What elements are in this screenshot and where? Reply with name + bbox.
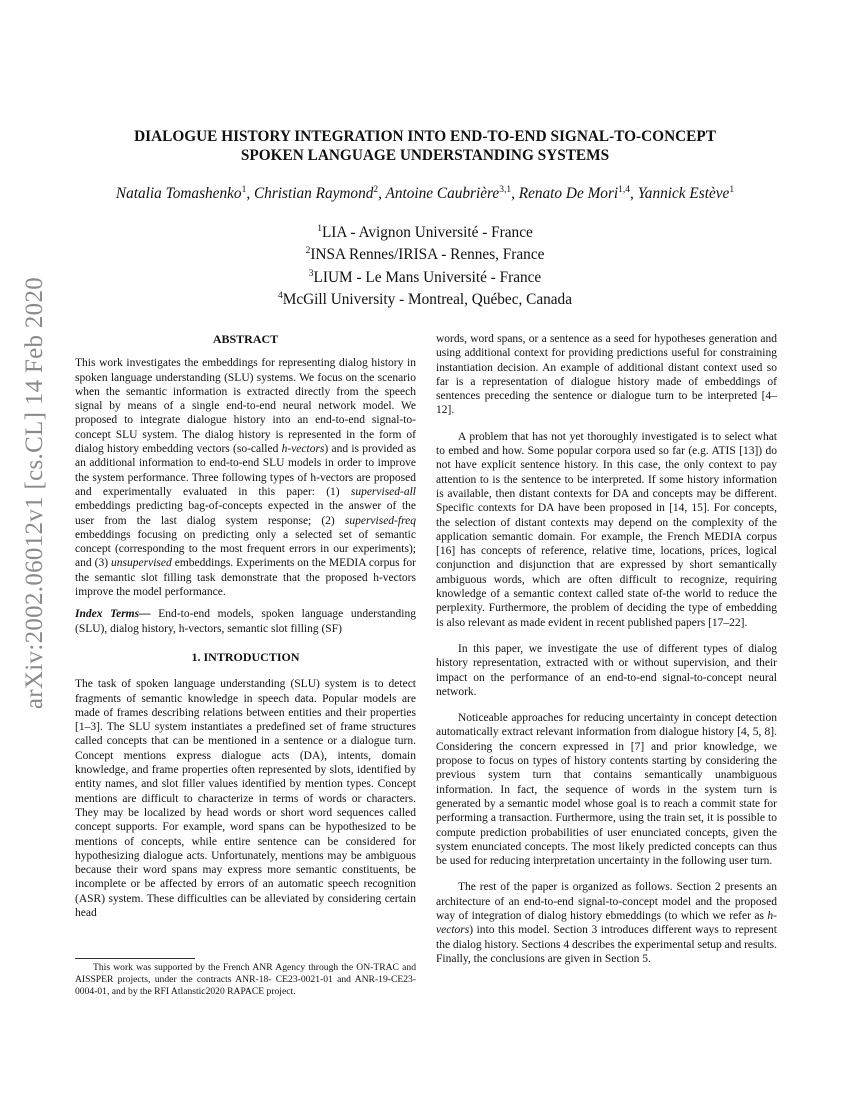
author-name: Antoine Caubrière bbox=[385, 185, 500, 203]
affiliation: $^4$McGill University - Montreal, Québec, Canada bbox=[277, 290, 573, 308]
body-paragraph: A problem that has not yet thoroughly investigated is to select what to embed and how. Some popular corpora used so far (e.g. ATIS [13]) do not have explicit sentence history. In this case, the only context to pay attention to is the sentence to be interpreted. If some history information is available, then distant contexts for DA and concepts may be different. Specific contexts for DA have been proposed in [14, 15]. For concepts, the selection of distant contexts may depend on the complexity of the application semantic domain. For example, the French MEDIA corpus [16] has concepts of reference, relative time, locations, prices, logical conjunction and disjunction that are expressed by short semantically ambiguous words, which are often difficult to recognize, requiring knowledge of a semantic context called state of-the world to reduce the perplexity. Furthermore, the problem of deciding the type of embedding is also relevant as made evident in recent published papers [17–22]. bbox=[436, 430, 777, 629]
author-name: Natalia Tomashenko bbox=[115, 185, 242, 203]
affiliation-list bbox=[150, 220, 700, 309]
affiliation: $^1$LIA - Avignon Université - France bbox=[317, 224, 533, 242]
body-paragraph: In this paper, we investigate the use of different types of dialog history representation, extracted with or without supervision, and their impact on the performance of an end-to-end signal-to-concept neural network. bbox=[436, 642, 777, 698]
arxiv-margin-label: arXiv:2002.06012v1 [cs.CL] 14 Feb 2020 bbox=[21, 276, 48, 710]
abstract-heading: ABSTRACT bbox=[212, 332, 279, 346]
author-name: Christian Raymond bbox=[253, 185, 374, 203]
author-name: Yannick Estève bbox=[637, 185, 730, 203]
intro-paragraph: The task of spoken language understanding (SLU) system is to detect fragments of semantic knowledge in speech data. Popular models are made of frames describing relations between entities and their properties [1–3]. The SLU system instantiates a predefined set of frame structures called concepts that can be mentioned in a sentence or a dialogue turn. Concept mentions express dialogue acts (DA), intents, domain knowledge, and frame properties often represented by slots, identified by entity names, and slot filler values identified by mention types. Concept mentions are difficult to characterize in terms of words or characters. They may be localized by head words or short word sequences called concept supports. For example, word spans can be hypothesized to be mentions of concepts, while entire sentence can be considered for hypothesizing dialogue acts. Unfortunately, mentions may be ambiguous because their word spans may express more semantic constituents, be incomplete or be affected by errors of an automatic speech recognition (ASR) system. These difficulties can be alleviated by considering certain head bbox=[75, 678, 416, 919]
abstract-text: This work investigates the embeddings for representing dialog history in spoken language understanding (SLU) systems. We focus on the scenario when the semantic information is extracted directly from the speech signal by means of a single end-to-end neural network model. We proposed to integrate dialogue history into an end-to-end signal-to-concept SLU system. The dialog history is represented in the form of dialog history embedding vectors (so-called h-vectors) and is provided as an additional information to end-to-end SLU models in order to improve the system performance. Three following types of h-vectors are proposed and experimentally evaluated in this paper: (1) supervised-all embeddings predicting bag-of-concepts expected in the answer of the user from the last dialog system response; (2) supervised-freq embeddings focusing on predicting only a selected set of semantic concept (corresponding to the most frequent errors in our experiments); and (3) unsupervised embeddings. Experiments on the MEDIA corpus for the semantic slot filling task demonstrate that the proposed h-vectors improve the model performance. bbox=[75, 357, 417, 599]
body-paragraph: words, word spans, or a sentence as a seed for hypotheses generation and using additional context for providing predictions useful for constraining instantiation decision. An example of additional distant context used so far is a representation of dialogue history made of embeddings of sentences preceding the sentence or dialogue turn to be interpreted [4–12]. bbox=[436, 333, 777, 417]
right-column bbox=[436, 332, 777, 966]
author-list: Natalia Tomashenko$^1$, Christian Raymond$^2$, Antoine Caubrière$^{3,1}$, Renato De Mori$^{1,4}$, Yannick Estève$^1$ bbox=[115, 185, 735, 203]
title-line-2: SPOKEN LANGUAGE UNDERSTANDING SYSTEMS bbox=[240, 147, 610, 164]
index-terms: Index Terms— End-to-end models, spoken language understanding (SLU), dialog history, h-vectors, semantic slot filling (SF) bbox=[75, 608, 416, 635]
section-heading-introduction: 1. INTRODUCTION bbox=[191, 649, 300, 664]
body-paragraph: The rest of the paper is organized as follows. Section 2 presents an architecture of an end-to-end signal-to-concept model and the proposed way of integration of dialog history ebmeddings (to which we refer as h-vectors) into this model. Section 3 introduces different ways to represent the dialog history. Sections 4 describes the experimental setup and results. Finally, the conclusions are given in Section 5. bbox=[436, 881, 777, 965]
paper-title bbox=[75, 127, 775, 165]
left-column bbox=[75, 332, 416, 920]
body-paragraph: Noticeable approaches for reducing uncertainty in concept detection automatically extract relevant information from dialogue history [4, 5, 8]. Considering the concern expressed in [7] and prior knowledge, we propose to focus on types of history contents starting by considering the previous system turn that contains semantically unambiguous information. In fact, the sequence of words in the system turn is generated by a semantic model whose goal is to reach a commit state for performing a transaction. Furthermore, using the train set, it is possible to compute prediction probabilities of user enunciated concepts, given the system enunciated concepts. The most likely predicted concepts can thus be used for reducing interpretation uncertainty in the following user turn. bbox=[436, 712, 777, 868]
footnote: This work was supported by the French ANR Agency through the ON-TRAC and AISSPER projects, under the contracts ANR-18- CE23-0021-01 and ANR-19-CE23-0004-01, and by the RFI Atlanstic2020 RAPACE project. bbox=[75, 962, 416, 998]
affiliation: $^2$INSA Rennes/IRISA - Rennes, France bbox=[305, 246, 545, 264]
affiliation: $^3$LIUM - Le Mans Université - France bbox=[308, 268, 542, 286]
author-name: Renato De Mori bbox=[518, 185, 619, 203]
title-line-1: DIALOGUE HISTORY INTEGRATION INTO END-TO-END SIGNAL-TO-CONCEPT bbox=[134, 128, 716, 145]
footnote-rule bbox=[75, 958, 195, 959]
